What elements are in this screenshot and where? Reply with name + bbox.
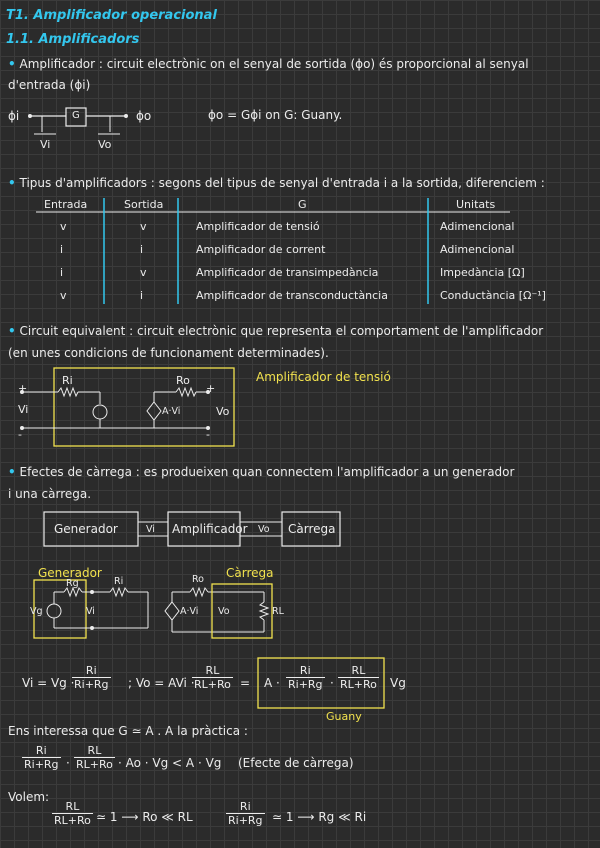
avi-label: A·Vi: [180, 606, 199, 617]
col-header-sortida: Sortida: [124, 198, 164, 211]
plus-sign: +: [206, 382, 216, 395]
vo-label: Vo: [258, 524, 270, 535]
table-cell: Amplificador de tensió: [196, 220, 320, 233]
table-cell: v: [140, 266, 147, 279]
equivalent-line1: Circuit equivalent : circuit electrònic que representa el comportament de l'amplificador: [19, 324, 544, 338]
table-cell: Amplificador de transimpedància: [196, 266, 379, 279]
table-cell: v: [60, 220, 67, 233]
types-text: [8, 176, 545, 190]
ro-label: Ro: [192, 574, 204, 585]
fraction-rl-box: [338, 664, 379, 691]
intro-line1: Amplificador : circuit electrònic on el senyal de sortida (ɸo) és proporcional al senyal: [19, 57, 529, 71]
numerator: Ri: [299, 664, 311, 677]
practice-inequality: · Ao · Vg < A · Vg: [118, 756, 222, 770]
bullet-icon: •: [8, 176, 16, 190]
denominator: Ri+Rg: [74, 678, 109, 691]
bullet-icon: •: [8, 324, 16, 338]
table-cell: v: [140, 220, 147, 233]
table-cell: i: [60, 243, 64, 256]
condition-ro: ≃ 1 ⟶ Ro ≪ RL: [96, 810, 193, 824]
equals-sign: =: [240, 676, 251, 690]
fraction-rl-practice: [74, 744, 115, 771]
minus-sign: -: [206, 428, 210, 441]
vo-label: Vo: [218, 606, 230, 617]
denominator: RL+Ro: [194, 678, 231, 691]
rl-label: RL: [272, 606, 284, 617]
ro-label: Ro: [176, 374, 190, 387]
vo-label: Vo: [216, 405, 230, 418]
table-cell: v: [60, 289, 67, 302]
phi-o-label: ɸo: [136, 109, 152, 123]
fraction-rl-condition: [52, 800, 93, 827]
gain-block-label: G: [72, 110, 80, 121]
gain-formula: ɸo = Gɸi on G: Guany.: [208, 108, 343, 122]
numerator: RL: [351, 664, 366, 677]
gain-a: A ·: [264, 676, 280, 690]
generator-label: Generador: [38, 566, 102, 580]
fraction-ri-condition: [226, 800, 265, 827]
table-cell: i: [60, 266, 64, 279]
denominator: RL+Ro: [340, 678, 377, 691]
dot-operator: ·: [330, 676, 334, 690]
fraction-ri: [72, 664, 111, 691]
fraction-ri-practice: [22, 744, 61, 771]
denominator: RL+Ro: [76, 758, 113, 771]
fraction-ri-box: [286, 664, 325, 691]
table-cell: i: [140, 289, 144, 302]
vg-label: Vg: [30, 606, 43, 617]
col-header-g: G: [298, 198, 307, 211]
guany-label: Guany: [326, 710, 362, 723]
dependent-source-label: A·Vi: [162, 406, 181, 417]
rg-label: Rg: [66, 578, 79, 589]
vi-label: Vi: [18, 403, 29, 416]
col-header-unitats: Unitats: [456, 198, 496, 211]
numerator: Ri: [239, 800, 251, 813]
table-cell: Amplificador de transconductància: [196, 289, 388, 302]
block-generator: Generador: [54, 522, 118, 536]
condition-rg: ≃ 1 ⟶ Rg ≪ Ri: [272, 810, 367, 824]
denominator: Ri+Rg: [228, 814, 263, 827]
load-line2: i una càrrega.: [8, 487, 92, 501]
numerator: Ri: [35, 744, 47, 757]
plus-sign: +: [18, 382, 28, 395]
interest-text: Ens interessa que G ≃ A . A la pràctica :: [8, 724, 248, 738]
col-header-entrada: Entrada: [44, 198, 88, 211]
load-effect-note: (Efecte de càrrega): [238, 756, 354, 770]
equivalent-text: [8, 324, 543, 338]
equivalent-label: Amplificador de tensió: [256, 370, 391, 384]
load-label: Càrrega: [226, 566, 274, 580]
vo-equation-lhs: ; Vo = AVi ·: [128, 676, 195, 690]
load-text: [8, 465, 514, 479]
bullet-icon: •: [8, 57, 16, 71]
numerator: RL: [205, 664, 220, 677]
types-line: Tipus d'amplificadors : segons del tipus de senyal d'entrada i a la sortida, diferenciem :: [19, 176, 545, 190]
vo-label: Vo: [98, 138, 112, 151]
intro-line2: d'entrada (ɸi): [8, 78, 91, 92]
numerator: Ri: [85, 664, 97, 677]
table-cell: Adimencional: [440, 243, 515, 256]
volem-label: Volem:: [8, 790, 50, 804]
numerator: RL: [65, 800, 80, 813]
bullet-icon: •: [8, 465, 16, 479]
vi-label: Vi: [40, 138, 51, 151]
vi-equation-lhs: Vi = Vg ·: [22, 676, 75, 690]
minus-sign: -: [18, 428, 22, 441]
phi-i-label: ɸi: [8, 109, 20, 123]
vi-label: Vi: [86, 606, 95, 617]
numerator: RL: [87, 744, 102, 757]
block-load: Càrrega: [288, 522, 336, 536]
block-amplifier: Amplificador: [172, 522, 248, 536]
load-line1: Efectes de càrrega : es produeixen quan connectem l'amplificador a un generador: [19, 465, 515, 479]
page-title: T1. Amplificador operacional: [6, 8, 217, 23]
denominator: Ri+Rg: [288, 678, 323, 691]
ri-label: Ri: [114, 576, 124, 587]
dot-operator: ·: [66, 756, 70, 770]
equivalent-line2: (en unes condicions de funcionament determinades).: [8, 346, 329, 360]
table-cell: i: [140, 243, 144, 256]
table-cell: Impedància [Ω]: [440, 266, 525, 279]
fraction-rl: [192, 664, 233, 691]
vg-term: Vg: [390, 676, 406, 690]
table-cell: Amplificador de corrent: [196, 243, 326, 256]
ri-label: Ri: [62, 374, 73, 387]
section-title: 1.1. Amplificadors: [6, 32, 140, 47]
denominator: RL+Ro: [54, 814, 91, 827]
denominator: Ri+Rg: [24, 758, 59, 771]
table-cell: Adimencional: [440, 220, 515, 233]
vi-label: Vi: [146, 524, 155, 535]
table-cell: Conductància [Ω⁻¹]: [440, 289, 546, 302]
